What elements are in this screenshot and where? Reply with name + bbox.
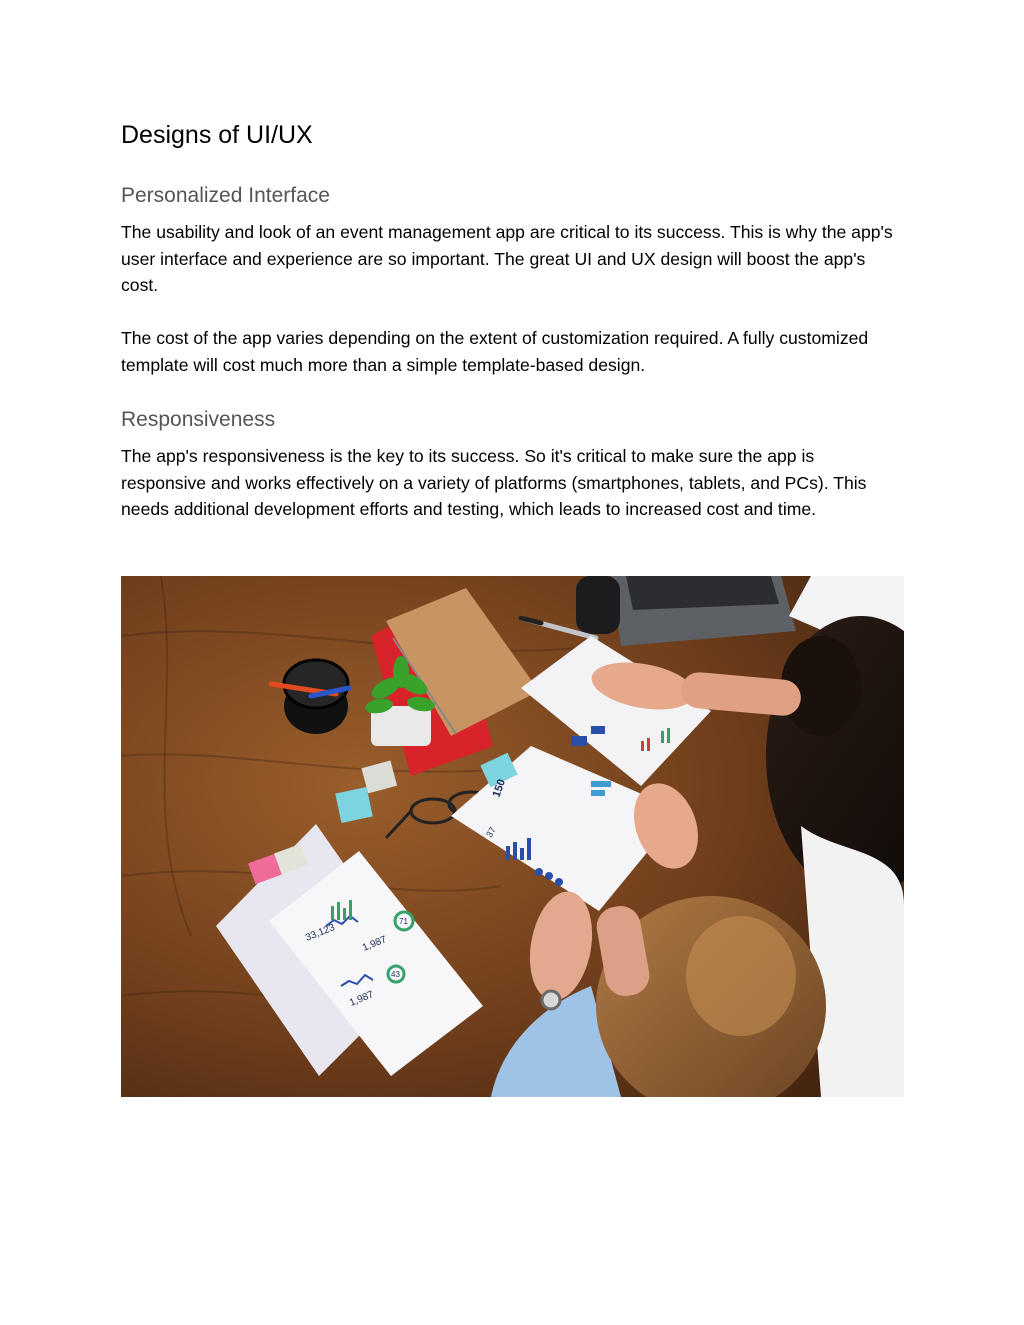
- paragraph-cost-customization: The cost of the app varies depending on the extent of customization required. A fully customized template will cost much more than a simple template-based design.: [121, 328, 869, 375]
- paper-number-150: 150: [490, 777, 509, 800]
- paragraph-usability: The usability and look of an event management app are critical to its success. This is why the app's user interface and experience are so important. The great UI and UX design will boost the app's cost.: [121, 222, 893, 295]
- paper-number-37: 37: [484, 825, 498, 839]
- team-desk-photo: [121, 576, 904, 1097]
- paper-number-43: 43: [391, 970, 400, 979]
- paper-number-71: 71: [399, 917, 408, 926]
- paper-number-1987-b: 1,987: [348, 989, 376, 1009]
- section-heading-personalized-interface: Personalized Interface: [121, 184, 330, 207]
- page-title: Designs of UI/UX: [121, 121, 313, 149]
- paragraph-responsiveness: The app's responsiveness is the key to its success. So it's critical to make sure the app is responsive and works effectively on a variety of platforms (smartphones, tablets, and PCs). This needs additional development efforts and testing, which leads to increased cost and time.: [121, 446, 867, 519]
- paper-number-33123: 33,123: [304, 922, 337, 944]
- person-light-hair: [491, 887, 826, 1097]
- paper-number-1987-a: 1,987: [361, 934, 389, 954]
- section-heading-responsiveness: Responsiveness: [121, 408, 276, 431]
